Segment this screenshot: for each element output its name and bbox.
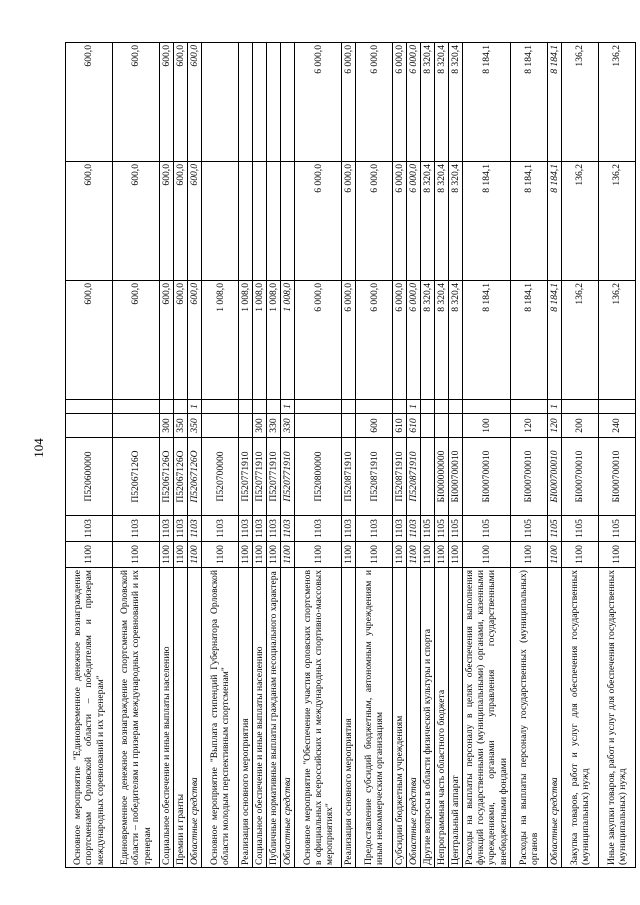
amount-year2-cell: 8 320,4 [449,162,463,281]
funding-source-cell [463,400,510,414]
expense-type-cell [202,414,239,438]
expense-type-cell [342,414,356,438]
amount-year2-cell: 8 184,1 [547,162,561,281]
section-code-cell: 1100 [449,542,463,568]
section-code-cell: 1100 [407,542,421,568]
subsection-code-cell: 1103 [253,516,267,542]
amount-year3-cell: 136,2 [561,43,598,162]
row-name-cell: Основное мероприятие "Обеспечение участия орловских спортсменов в официальных всероссийских и международных спортивно-массовых мероприятиях" [295,568,342,868]
section-code-cell: 1100 [160,542,174,568]
funding-source-cell [449,400,463,414]
table-row [202,43,239,868]
subsection-code-cell: 1103 [281,516,295,542]
table-row [463,43,510,868]
subsection-code-cell: 1103 [407,516,421,542]
target-article-cell [421,438,435,516]
section-code-cell: 1100 [598,542,635,568]
subsection-code-cell: 1105 [598,516,635,542]
subsection-code-cell: 1103 [267,516,281,542]
row-name-cell: Единовременное денежное вознаграждение спортсменам Орловской области – победителям и призерам международных соревнований и их тренерам [113,568,160,868]
subsection-code-cell: 1103 [342,516,356,542]
rotated-page-content [65,43,636,868]
expense-type-cell: 610 [393,414,407,438]
row-name-cell: Центральный аппарат [449,568,463,868]
amount-year3-cell [267,43,281,162]
table-row [435,43,449,868]
target-article-cell: П520771910 [239,438,253,516]
table-row [547,43,561,868]
section-code-cell: 1100 [281,542,295,568]
table-row [356,43,393,868]
funding-source-cell: 1 [547,400,561,414]
budget-table [65,42,636,868]
row-name-cell: Реализация основного мероприятия [239,568,253,868]
funding-source-cell [561,400,598,414]
amount-year1-cell: 8 184,1 [463,281,510,400]
amount-year1-cell: 600,0 [174,281,188,400]
amount-year3-cell: 8 320,4 [421,43,435,162]
expense-type-cell [113,414,160,438]
amount-year2-cell: 600,0 [160,162,174,281]
section-code-cell: 1100 [463,542,510,568]
row-name-cell: Социальное обеспечение и иные выплаты населению [160,568,174,868]
section-code-cell: 1100 [342,542,356,568]
amount-year3-cell [253,43,267,162]
amount-year1-cell: 136,2 [561,281,598,400]
row-name-cell: Реализация основного мероприятия [342,568,356,868]
expense-type-cell [435,414,449,438]
table-row [449,43,463,868]
section-code-cell: 1100 [202,542,239,568]
row-name-cell: Публичные нормативные выплаты гражданам несоциального характера [267,568,281,868]
table-row [342,43,356,868]
table-row [281,43,295,868]
subsection-code-cell: 1103 [66,516,113,542]
subsection-code-cell: 1103 [188,516,202,542]
row-name-cell: Социальное обеспечение и иные выплаты населению [253,568,267,868]
expense-type-cell: 330 [281,414,295,438]
amount-year1-cell: 6 000,0 [295,281,342,400]
target-article-cell: БI000700010 [598,438,635,516]
table-row [239,43,253,868]
table-row [598,43,635,868]
table-row [253,43,267,868]
section-code-cell: 1100 [435,542,449,568]
target-article-cell: БI000700010 [463,438,510,516]
expense-type-cell [449,414,463,438]
subsection-code-cell: 1103 [113,516,160,542]
section-code-cell: 1100 [393,542,407,568]
target-article-cell: П520771910 [267,438,281,516]
subsection-code-cell: 1105 [510,516,547,542]
table-row [160,43,174,868]
amount-year1-cell: 6 000,0 [407,281,421,400]
amount-year2-cell [267,162,281,281]
row-name-cell: Областные средства [407,568,421,868]
amount-year1-cell: 8 184,1 [510,281,547,400]
row-name-cell: Предоставление субсидий бюджетным, автономным учреждениям и иным некоммерческим организациям [356,568,393,868]
amount-year3-cell: 136,2 [598,43,635,162]
table-row [174,43,188,868]
expense-type-cell: 600 [356,414,393,438]
row-name-cell: Иные закупки товаров, работ и услуг для обеспечения государственных (муниципальных) нужд [598,568,635,868]
amount-year3-cell: 8 184,1 [510,43,547,162]
section-code-cell: 1100 [295,542,342,568]
table-row [113,43,160,868]
table-row [188,43,202,868]
expense-type-cell [421,414,435,438]
amount-year2-cell [239,162,253,281]
amount-year3-cell: 6 000,0 [393,43,407,162]
target-article-cell: П52067126О [188,438,202,516]
expense-type-cell: 100 [463,414,510,438]
amount-year2-cell: 600,0 [188,162,202,281]
row-name-cell: Основное мероприятие "Единовременное денежное вознаграждение спортсменам Орловской области – победителям и призерам международных соревнований и их тренерам" [66,568,113,868]
amount-year2-cell: 8 184,1 [510,162,547,281]
target-article-cell: П52067126О [113,438,160,516]
row-name-cell: Премии и гранты [174,568,188,868]
section-code-cell: 1100 [356,542,393,568]
funding-source-cell [202,400,239,414]
amount-year1-cell: 600,0 [160,281,174,400]
target-article-cell: БI000700010 [561,438,598,516]
section-code-cell: 1100 [188,542,202,568]
amount-year1-cell: 136,2 [598,281,635,400]
expense-type-cell [295,414,342,438]
row-name-cell: Основное мероприятие "Выплата стипендий Губернатора Орловской области молодым перспективным спортсменам" [202,568,239,868]
table-row [393,43,407,868]
amount-year1-cell: 1 008,0 [202,281,239,400]
amount-year1-cell: 1 008,0 [281,281,295,400]
funding-source-cell [113,400,160,414]
funding-source-cell: 1 [188,400,202,414]
section-code-cell: 1100 [421,542,435,568]
subsection-code-cell: 1105 [435,516,449,542]
funding-source-cell [435,400,449,414]
subsection-code-cell: 1105 [547,516,561,542]
row-name-cell: Расходы на выплаты персоналу в целях обеспечения выполнения функций государственными (муниципальными) органами, казенными учреждениями, органами управления государственными внебюджетными фондами [463,568,510,868]
expense-type-cell [239,414,253,438]
amount-year3-cell: 6 000,0 [356,43,393,162]
funding-source-cell: 1 [281,400,295,414]
amount-year2-cell: 6 000,0 [342,162,356,281]
amount-year1-cell: 1 008,0 [267,281,281,400]
amount-year1-cell: 1 008,0 [239,281,253,400]
funding-source-cell [295,400,342,414]
amount-year2-cell: 136,2 [561,162,598,281]
table-row [561,43,598,868]
funding-source-cell [393,400,407,414]
amount-year2-cell [202,162,239,281]
funding-source-cell [342,400,356,414]
amount-year3-cell [239,43,253,162]
row-name-cell: Субсидии бюджетным учреждениям [393,568,407,868]
row-name-cell: Непрограммная часть областного бюджета [435,568,449,868]
amount-year1-cell: 8 320,4 [449,281,463,400]
subsection-code-cell: 1103 [160,516,174,542]
target-article-cell: П52067126О [160,438,174,516]
row-name-cell: Закупка товаров, работ и услуг для обеспечения государственных (муниципальных) нужд [561,568,598,868]
amount-year1-cell: 600,0 [113,281,160,400]
target-article-cell: П520600000 [66,438,113,516]
funding-source-cell [174,400,188,414]
funding-source-cell [267,400,281,414]
amount-year1-cell: 1 008,0 [253,281,267,400]
funding-source-cell: 1 [407,400,421,414]
subsection-code-cell: 1105 [463,516,510,542]
amount-year2-cell: 6 000,0 [393,162,407,281]
amount-year1-cell: 6 000,0 [342,281,356,400]
section-code-cell: 1100 [510,542,547,568]
subsection-code-cell: 1105 [449,516,463,542]
funding-source-cell [160,400,174,414]
section-code-cell: 1100 [66,542,113,568]
amount-year3-cell [202,43,239,162]
subsection-code-cell: 1103 [174,516,188,542]
table-row [407,43,421,868]
table-row [66,43,113,868]
amount-year2-cell [281,162,295,281]
subsection-code-cell: 1103 [393,516,407,542]
row-name-cell: Другие вопросы в области физической культуры и спорта [421,568,435,868]
amount-year3-cell: 600,0 [160,43,174,162]
amount-year3-cell: 8 184,1 [463,43,510,162]
amount-year3-cell: 600,0 [188,43,202,162]
section-code-cell: 1100 [561,542,598,568]
subsection-code-cell: 1105 [421,516,435,542]
target-article-cell: БI000700010 [449,438,463,516]
expense-type-cell: 200 [561,414,598,438]
funding-source-cell [421,400,435,414]
funding-source-cell [66,400,113,414]
funding-source-cell [598,400,635,414]
expense-type-cell [66,414,113,438]
amount-year1-cell: 6 000,0 [393,281,407,400]
amount-year2-cell: 600,0 [66,162,113,281]
amount-year3-cell: 6 000,0 [342,43,356,162]
amount-year1-cell: 6 000,0 [356,281,393,400]
funding-source-cell [356,400,393,414]
target-article-cell: П520800000 [295,438,342,516]
table-row [421,43,435,868]
amount-year1-cell: 8 184,1 [547,281,561,400]
amount-year2-cell: 6 000,0 [407,162,421,281]
amount-year1-cell: 600,0 [66,281,113,400]
amount-year2-cell: 6 000,0 [295,162,342,281]
row-name-cell: Расходы на выплаты персоналу государственных (муниципальных) органов [510,568,547,868]
amount-year3-cell: 8 184,1 [547,43,561,162]
table-row [267,43,281,868]
subsection-code-cell: 1103 [239,516,253,542]
section-code-cell: 1100 [239,542,253,568]
section-code-cell: 1100 [174,542,188,568]
section-code-cell: 1100 [267,542,281,568]
amount-year2-cell: 600,0 [174,162,188,281]
expense-type-cell: 350 [174,414,188,438]
table-row [510,43,547,868]
amount-year2-cell: 8 320,4 [421,162,435,281]
amount-year3-cell [281,43,295,162]
amount-year2-cell: 6 000,0 [356,162,393,281]
target-article-cell: БI000700010 [510,438,547,516]
amount-year1-cell: 8 320,4 [421,281,435,400]
amount-year3-cell: 8 320,4 [449,43,463,162]
expense-type-cell: 300 [253,414,267,438]
section-code-cell: 1100 [113,542,160,568]
page-number: 104 [31,438,46,458]
target-article-cell: П520700000 [202,438,239,516]
amount-year1-cell: 600,0 [188,281,202,400]
table-body [66,43,636,868]
target-article-cell: БI000000000 [435,438,449,516]
target-article-cell: П520771910 [281,438,295,516]
expense-type-cell: 610 [407,414,421,438]
target-article-cell: П520871910 [407,438,421,516]
expense-type-cell: 240 [598,414,635,438]
row-name-cell: Областные средства [281,568,295,868]
amount-year3-cell: 8 320,4 [435,43,449,162]
target-article-cell: П520871910 [356,438,393,516]
expense-type-cell: 120 [510,414,547,438]
amount-year2-cell: 8 184,1 [463,162,510,281]
target-article-cell: БI000700010 [547,438,561,516]
row-name-cell: Областные средства [188,568,202,868]
amount-year2-cell [253,162,267,281]
funding-source-cell [510,400,547,414]
expense-type-cell: 300 [160,414,174,438]
funding-source-cell [253,400,267,414]
amount-year3-cell: 6 000,0 [295,43,342,162]
target-article-cell: П520771910 [253,438,267,516]
amount-year2-cell: 8 320,4 [435,162,449,281]
amount-year1-cell: 8 320,4 [435,281,449,400]
expense-type-cell: 350 [188,414,202,438]
section-code-cell: 1100 [547,542,561,568]
subsection-code-cell: 1103 [295,516,342,542]
amount-year3-cell: 600,0 [174,43,188,162]
amount-year3-cell: 6 000,0 [407,43,421,162]
amount-year2-cell: 600,0 [113,162,160,281]
subsection-code-cell: 1103 [356,516,393,542]
amount-year3-cell: 600,0 [66,43,113,162]
subsection-code-cell: 1105 [561,516,598,542]
expense-type-cell: 120 [547,414,561,438]
section-code-cell: 1100 [253,542,267,568]
funding-source-cell [239,400,253,414]
target-article-cell: П520871910 [393,438,407,516]
subsection-code-cell: 1103 [202,516,239,542]
table-row [295,43,342,868]
target-article-cell: П52067126О [174,438,188,516]
row-name-cell: Областные средства [547,568,561,868]
expense-type-cell: 330 [267,414,281,438]
target-article-cell: П520871910 [342,438,356,516]
amount-year2-cell: 136,2 [598,162,635,281]
amount-year3-cell: 600,0 [113,43,160,162]
